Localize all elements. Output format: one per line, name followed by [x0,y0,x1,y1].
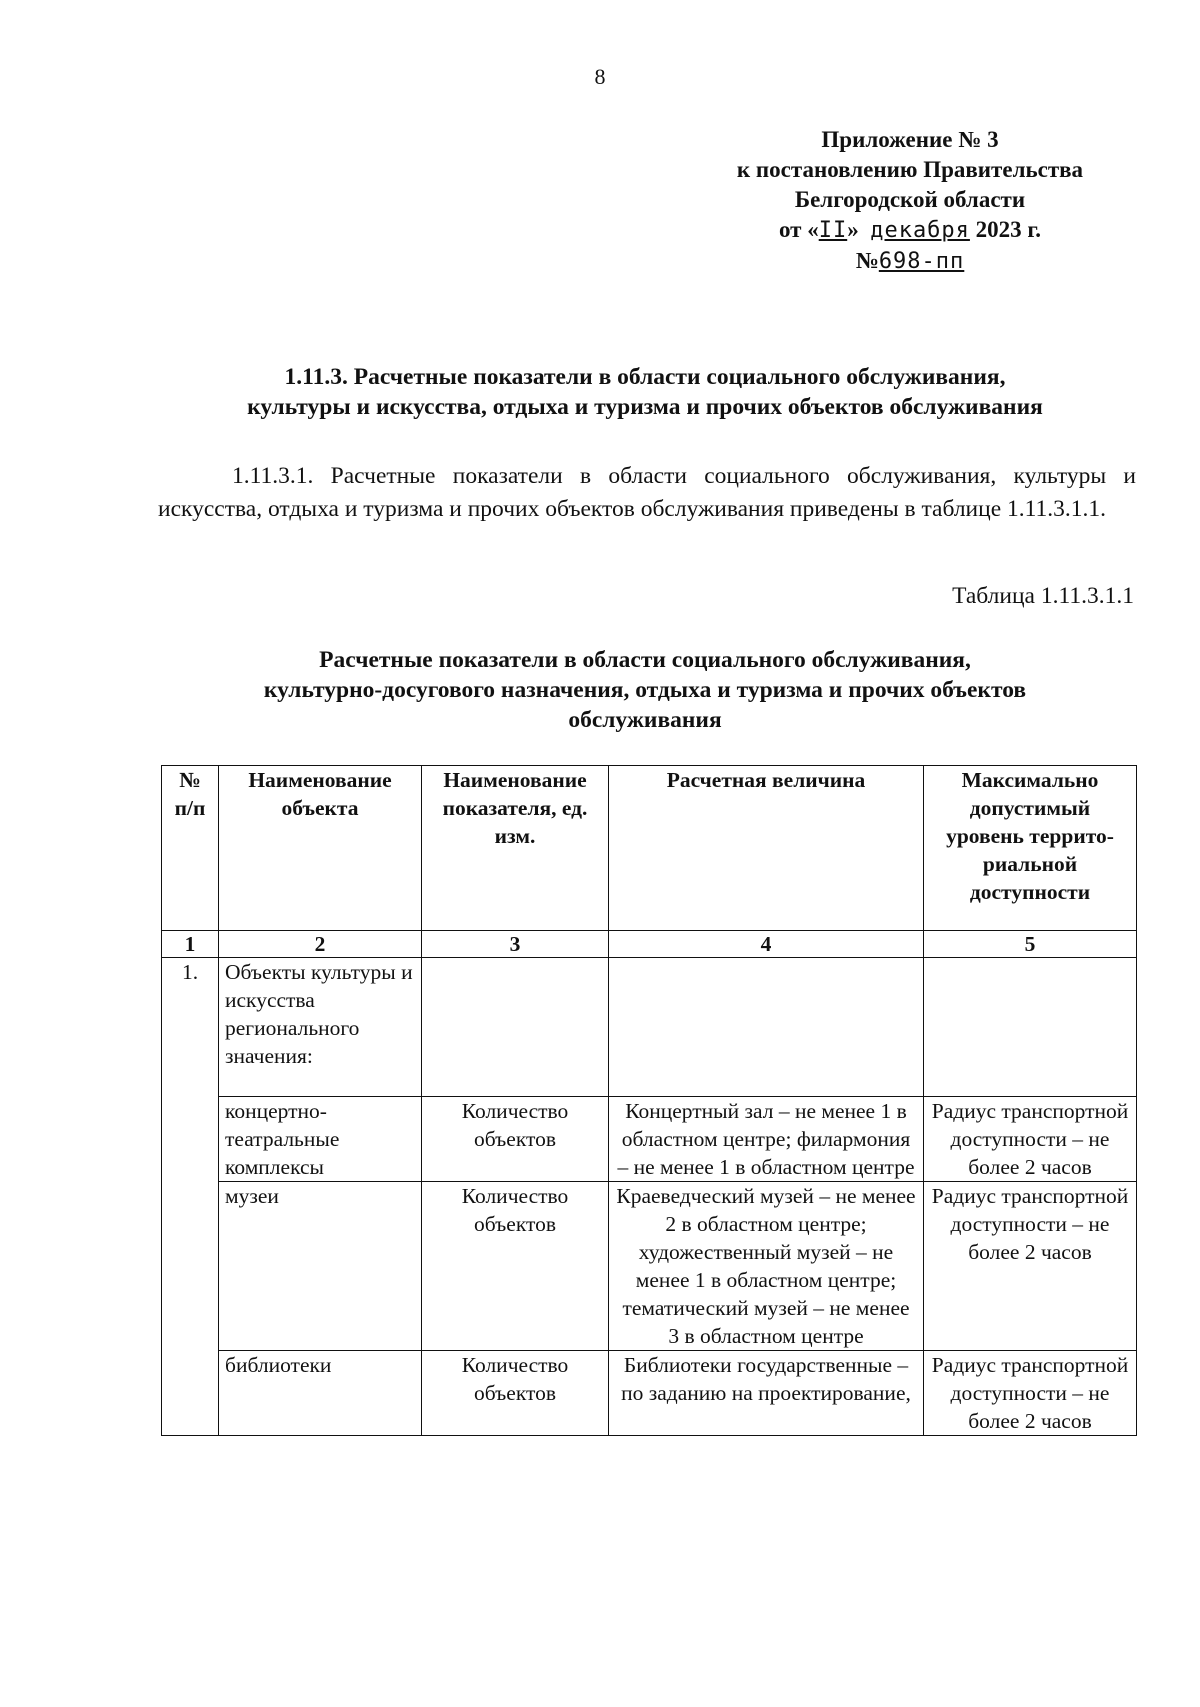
header-indicator: Наименование показателя, ед. изм. [422,766,609,931]
indicators-table [161,765,1137,1436]
intro-paragraph: 1.11.3.1. Расчетные показатели в области социального обслуживания, культуры и искусства, отдыха и туризма и прочих объектов обслуживания приведены в таблице 1.11.3.1.1. [158,463,1136,522]
indicator-name: Количество объектов [422,1182,609,1351]
header-access: Максимально допустимый уровень террито-риальной доступности [924,766,1137,931]
table-title-line1: Расчетные показатели в области социального обслуживания, [319,647,971,673]
section-title-line1: 1.11.3. Расчетные показатели в области социального обслуживания, [284,364,1006,390]
date-year: 2023 г. [975,217,1042,242]
appendix-title: Приложение № 3 [821,127,999,152]
empty-cell [422,958,609,1097]
indicator-name: Количество объектов [422,1351,609,1436]
table-row [162,1182,1137,1351]
date-mid: » [847,217,859,242]
column-number: 1 [162,931,219,958]
accessibility-level: Радиус транспортной доступности – не более 2 часов [924,1351,1137,1436]
column-number: 3 [422,931,609,958]
object-name: библиотеки [219,1351,422,1436]
calculated-value: Библиотеки государственные – по заданию на проектирование, [609,1351,924,1436]
number-prefix: № [855,248,879,273]
page-number: 8 [594,64,606,89]
empty-cell [924,958,1137,1097]
table-header-row [162,766,1137,931]
calculated-value: Концертный зал – не менее 1 в областном центре; филармония – не менее 1 в областном центре [609,1097,924,1182]
appendix-resolution: к постановлению Правительства [736,157,1084,182]
column-number: 2 [219,931,422,958]
appendix-header [700,125,1120,277]
header-object: Наименование объекта [219,766,422,931]
table-row [162,1097,1137,1182]
appendix-region: Белгородской области [794,187,1026,212]
header-value: Расчетная величина [609,766,924,931]
date-day: II [818,218,848,243]
table-title-line2: культурно-досугового назначения, отдыха и туризма и прочих объектов [263,677,1027,703]
date-prefix: от « [778,217,819,242]
column-number: 4 [609,931,924,958]
appendix-date [700,215,1120,246]
indicator-name: Количество объектов [422,1097,609,1182]
group-name: Объекты культуры и искусства регионального значения: [219,958,422,1097]
column-number: 5 [924,931,1137,958]
calculated-value: Краеведческий музей – не менее 2 в областном центре; художественный музей – не менее 1 в областном центре; тематический музей – не менее 3 в областном центре [609,1182,924,1351]
table-title [150,645,1140,735]
accessibility-level: Радиус транспортной доступности – не более 2 часов [924,1182,1137,1351]
date-month: декабря [870,218,970,243]
group-row [162,958,1137,1097]
header-number: № п/п [162,766,219,931]
empty-cell [609,958,924,1097]
object-name: концертно-театральные комплексы [219,1097,422,1182]
accessibility-level: Радиус транспортной доступности – не более 2 часов [924,1097,1137,1182]
table-row [162,1351,1137,1436]
section-title [150,362,1140,422]
number-value: 698-пп [878,249,965,274]
object-name: музеи [219,1182,422,1351]
appendix-number [700,246,1120,277]
table-label: Таблица 1.11.3.1.1 [952,583,1134,609]
column-numbers-row [162,931,1137,958]
section-title-line2: культуры и искусства, отдыха и туризма и прочих объектов обслуживания [247,394,1043,420]
group-number: 1. [162,958,219,1436]
table-title-line3: обслуживания [568,707,722,733]
